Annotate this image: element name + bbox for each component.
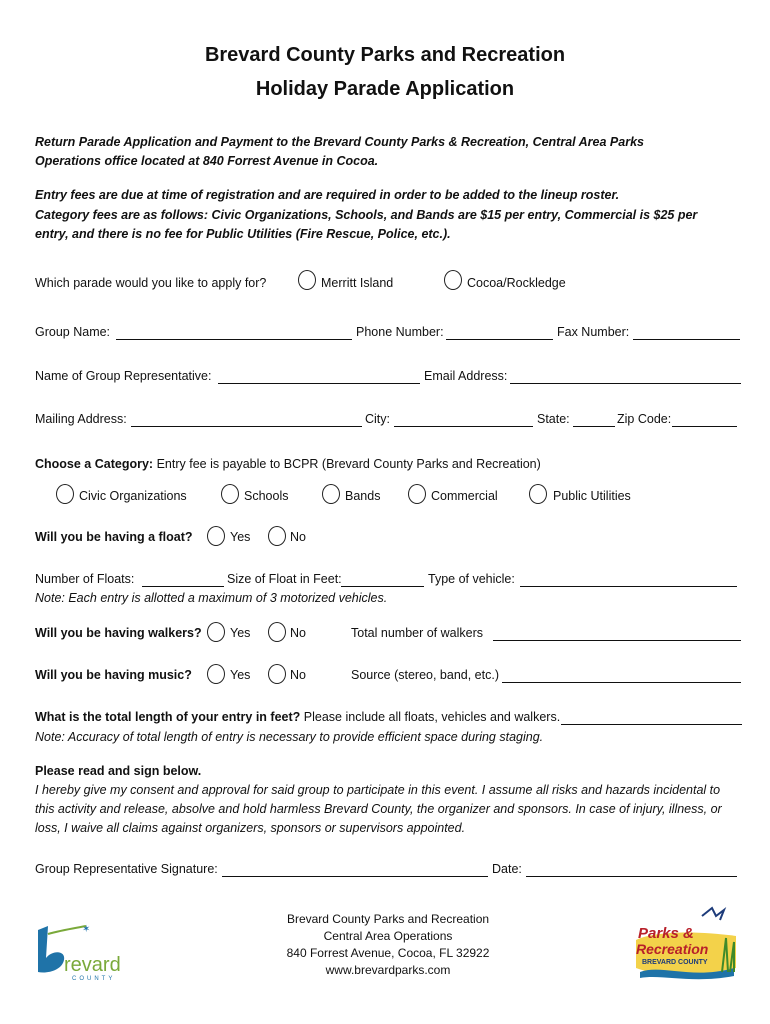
- float-note: Note: Each entry is allotted a maximum of 3 motorized vehicles.: [35, 591, 388, 605]
- walkers-no-label: No: [290, 626, 306, 640]
- walkers-no-radio[interactable]: [268, 622, 286, 642]
- page-subtitle: Holiday Parade Application: [255, 78, 515, 100]
- state-label: State:: [537, 412, 570, 426]
- float-size-field[interactable]: [341, 586, 424, 587]
- music-no-label: No: [290, 668, 306, 682]
- float-no-radio[interactable]: [268, 526, 286, 546]
- footer-website: www.brevardparks.com: [325, 963, 451, 977]
- music-source-label: Source (stereo, band, etc.): [351, 668, 499, 682]
- parks-logo-sub: BREVARD COUNTY: [642, 959, 708, 966]
- category-note: Entry fee is payable to BCPR (Brevard County Parks and Recreation): [156, 457, 541, 471]
- parade-question: Which parade would you like to apply for?: [35, 276, 267, 290]
- vehicle-type-label: Type of vehicle:: [428, 572, 515, 586]
- date-field[interactable]: [526, 876, 737, 877]
- group-name-field[interactable]: [116, 339, 352, 340]
- signature-field[interactable]: [222, 876, 488, 877]
- phone-field[interactable]: [446, 339, 553, 340]
- page-title: Brevard County Parks and Recreation: [204, 44, 566, 66]
- vehicle-type-field[interactable]: [520, 586, 737, 587]
- phone-label: Phone Number:: [356, 325, 444, 339]
- return-instructions-line1: Return Parade Application and Payment to the Brevard County Parks & Recreation, Central Area Parks: [35, 135, 644, 149]
- representative-field[interactable]: [218, 383, 420, 384]
- bands-label: Bands: [345, 489, 381, 503]
- representative-label: Name of Group Representative:: [35, 369, 212, 383]
- float-yes-label: Yes: [230, 530, 251, 544]
- return-instructions-line2: Operations office located at 840 Forrest Avenue in Cocoa.: [35, 154, 379, 168]
- merritt-island-label: Merritt Island: [321, 276, 394, 290]
- zip-label: Zip Code:: [617, 412, 672, 426]
- city-label: City:: [365, 412, 390, 426]
- length-question: What is the total length of your entry in feet?: [35, 710, 301, 724]
- category-heading: [35, 457, 541, 471]
- commercial-radio[interactable]: [408, 484, 426, 504]
- parks-logo-bird-icon: [702, 908, 724, 920]
- brevard-swoosh: [48, 926, 86, 934]
- email-field[interactable]: [510, 383, 741, 384]
- parks-logo-word: Parks &: [638, 925, 694, 942]
- zip-field[interactable]: [672, 426, 737, 427]
- brevard-wordmark: revard: [64, 954, 121, 976]
- public-utilities-label: Public Utilities: [553, 489, 631, 503]
- music-source-field[interactable]: [502, 682, 741, 683]
- commercial-label: Commercial: [431, 489, 498, 503]
- walkers-question: Will you be having walkers?: [35, 626, 202, 640]
- footer-line3: 840 Forrest Avenue, Cocoa, FL 32922: [286, 946, 490, 960]
- total-length-field[interactable]: [561, 724, 742, 725]
- state-field[interactable]: [573, 426, 615, 427]
- walkers-yes-label: Yes: [230, 626, 251, 640]
- consent-heading: Please read and sign below.: [35, 764, 202, 778]
- bands-radio[interactable]: [322, 484, 340, 504]
- fees-line3: entry, and there is no fee for Public Utilities (Fire Rescue, Police, etc.).: [35, 227, 451, 241]
- fees-line1: Entry fees are due at time of registration and are required in order to be added to the lineup roster.: [35, 188, 620, 202]
- mailing-field[interactable]: [131, 426, 362, 427]
- walkers-yes-radio[interactable]: [207, 622, 225, 642]
- total-walkers-label: Total number of walkers: [351, 626, 484, 640]
- schools-label: Schools: [244, 489, 289, 503]
- length-note: Note: Accuracy of total length of entry is necessary to provide efficient space during staging.: [35, 730, 544, 744]
- length-question-row: [35, 710, 560, 724]
- schools-radio[interactable]: [221, 484, 239, 504]
- fees-line2: Category fees are as follows: Civic Organizations, Schools, and Bands are $15 per entry, Commercial is $25 per: [35, 208, 698, 222]
- footer-line1: Brevard County Parks and Recreation: [286, 912, 490, 926]
- music-no-radio[interactable]: [268, 664, 286, 684]
- total-walkers-field[interactable]: [493, 640, 741, 641]
- signature-label: Group Representative Signature:: [35, 862, 218, 876]
- length-hint: Please include all floats, vehicles and walkers.: [303, 710, 561, 724]
- brevard-star-icon: ✶: [82, 924, 91, 935]
- float-no-label: No: [290, 530, 306, 544]
- email-label: Email Address:: [424, 369, 508, 383]
- music-yes-radio[interactable]: [207, 664, 225, 684]
- footer-line2: Central Area Operations: [323, 929, 453, 943]
- category-label: Choose a Category:: [35, 457, 154, 471]
- music-yes-label: Yes: [230, 668, 251, 682]
- float-size-label: Size of Float in Feet:: [227, 572, 342, 586]
- consent-line1: I hereby give my consent and approval for said group to participate in this event. I assume all risks and hazards incidental to: [35, 783, 721, 797]
- cocoa-rockledge-radio[interactable]: [444, 270, 462, 290]
- parks-recreation-logo: [632, 902, 742, 982]
- group-name-label: Group Name:: [35, 325, 111, 339]
- music-question: Will you be having music?: [35, 668, 192, 682]
- number-of-floats-label: Number of Floats:: [35, 572, 135, 586]
- mailing-label: Mailing Address:: [35, 412, 127, 426]
- float-question: Will you be having a float?: [35, 530, 193, 544]
- float-yes-radio[interactable]: [207, 526, 225, 546]
- brevard-county-sub: COUNTY: [72, 976, 116, 982]
- recreation-logo-word: Recreation: [636, 941, 709, 957]
- brevard-county-logo: [32, 922, 136, 984]
- date-label: Date:: [492, 862, 522, 876]
- number-of-floats-field[interactable]: [142, 586, 224, 587]
- consent-line2: this activity and release, absolve and hold harmless Brevard County, the organizer and sponsors. In case of injury, illness, or: [35, 802, 722, 816]
- merritt-island-radio[interactable]: [298, 270, 316, 290]
- fax-label: Fax Number:: [557, 325, 630, 339]
- fax-field[interactable]: [633, 339, 740, 340]
- cocoa-rockledge-label: Cocoa/Rockledge: [467, 276, 566, 290]
- city-field[interactable]: [394, 426, 533, 427]
- consent-line3: loss, I waive all claims against organizers, sponsors or supervisors appointed.: [35, 821, 466, 835]
- public-utilities-radio[interactable]: [529, 484, 547, 504]
- civic-organizations-radio[interactable]: [56, 484, 74, 504]
- civic-organizations-label: Civic Organizations: [79, 489, 187, 503]
